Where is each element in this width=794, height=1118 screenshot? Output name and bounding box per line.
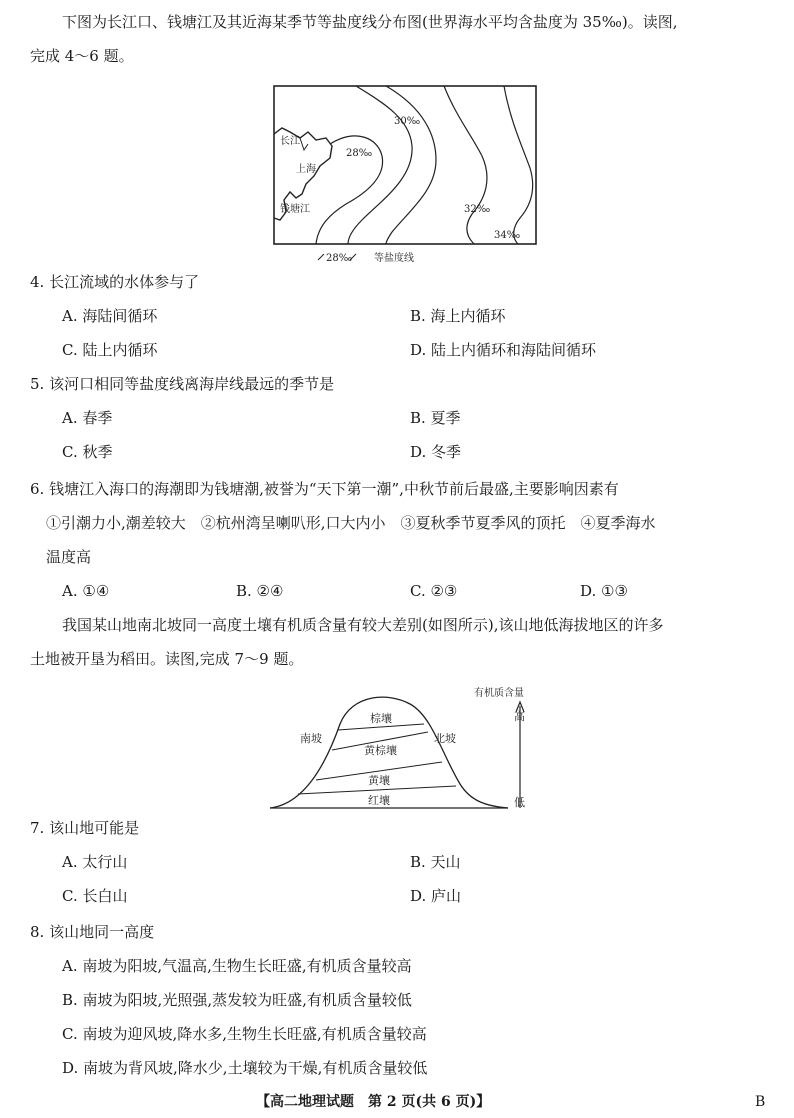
label-iso28: 28‰ [346,148,373,159]
q6-option-a: A. ①④ [62,582,110,600]
page-footer-code: B [755,1094,766,1110]
q8-option-c: C. 南坡为迎风坡,降水多,生物生长旺盛,有机质含量较高 [62,1025,427,1043]
q5-option-c: C. 秋季 [62,443,113,461]
q7-stem: 7. 该山地可能是 [30,819,140,837]
intro2-paragraph-line2: 土地被开垦为稻田。读图,完成 7～9 题。 [30,650,304,668]
q6-option-c: C. ②③ [410,582,458,600]
soil-label-yellow-brown: 黄棕壤 [364,744,397,757]
salinity-map-figure [260,80,550,270]
q6-option-b: B. ②④ [236,582,284,600]
mountain-soil-figure [264,684,564,814]
q7-option-d: D. 庐山 [410,887,462,905]
q6-items-line2: 温度高 [46,548,92,566]
page-footer-title: 【高二地理试题 第 2 页(共 6 页)】 [256,1094,491,1110]
label-changjiang: 长江 [280,136,300,147]
q8-stem: 8. 该山地同一高度 [30,923,155,941]
q4-option-b: B. 海上内循环 [410,307,506,325]
label-iso30: 30‰ [394,116,421,127]
q7-option-a: A. 太行山 [62,853,128,871]
axis-low: 低 [514,796,525,809]
label-south-slope: 南坡 [300,732,322,745]
q6-items-line1: ①引潮力小,潮差较大 ②杭州湾呈喇叭形,口大内小 ③夏秋季节夏季风的顶托 ④夏季海水 [46,514,656,532]
axis-high: 高 [514,710,525,723]
q5-option-a: A. 春季 [62,409,113,427]
label-qiantangjiang: 钱塘江 [280,204,310,215]
q5-stem: 5. 该河口相同等盐度线离海岸线最远的季节是 [30,375,335,393]
legend-symbol: 28‰ [326,253,353,264]
intro-paragraph-line1: 下图为长江口、钱塘江及其近海某季节等盐度线分布图(世界海水平均含盐度为 35‰)。读图, [62,13,678,31]
q6-stem: 6. 钱塘江入海口的海潮即为钱塘潮,被誉为“天下第一潮”,中秋节前后最盛,主要影响因素有 [30,480,619,498]
q6-option-d: D. ①③ [580,582,628,600]
intro2-paragraph-line1: 我国某山地南北坡同一高度土壤有机质含量有较大差别(如图所示),该山地低海拔地区的许多 [62,616,664,634]
legend-line-left [318,254,324,260]
axis-title: 有机质含量 [474,688,524,699]
label-iso34: 34‰ [494,230,521,241]
q4-option-a: A. 海陆间循环 [62,307,158,325]
q7-option-b: B. 天山 [410,853,461,871]
soil-label-red: 红壤 [368,794,390,807]
legend-text: 等盐度线 [374,253,414,264]
q7-option-c: C. 长白山 [62,887,128,905]
q4-option-c: C. 陆上内循环 [62,341,158,359]
soil-label-brown: 棕壤 [370,712,392,725]
q8-option-d: D. 南坡为背风坡,降水少,土壤较为干燥,有机质含量较低 [62,1059,428,1077]
intro-paragraph-line2: 完成 4～6 题。 [30,47,134,65]
q4-stem: 4. 长江流域的水体参与了 [30,273,200,291]
soil-boundary-4 [298,786,456,794]
label-north-slope: 北坡 [434,732,456,745]
q8-option-a: A. 南坡为阳坡,气温高,生物生长旺盛,有机质含量较高 [62,957,412,975]
q4-option-d: D. 陆上内循环和海陆间循环 [410,341,597,359]
soil-label-yellow: 黄壤 [368,774,390,787]
q5-option-b: B. 夏季 [410,409,461,427]
label-shanghai: 上海 [296,164,316,175]
q8-option-b: B. 南坡为阳坡,光照强,蒸发较为旺盛,有机质含量较低 [62,991,412,1009]
q5-option-d: D. 冬季 [410,443,462,461]
label-iso32: 32‰ [464,204,491,215]
